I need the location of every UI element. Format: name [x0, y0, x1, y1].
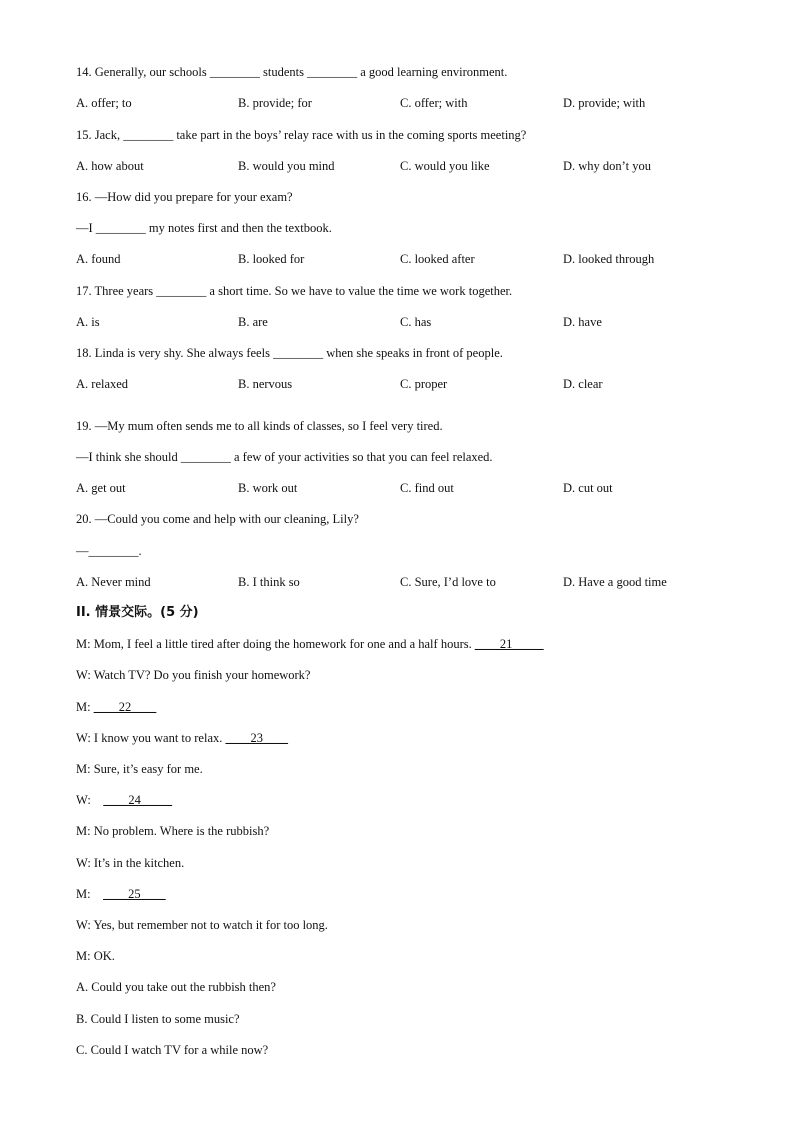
option: C. proper — [400, 377, 448, 391]
question-19-response: —I think she should ________ a few of your activities so that you can feel relaxed. — [76, 450, 493, 464]
option: D. looked through — [563, 252, 655, 266]
option: A. found — [76, 252, 121, 266]
option: A. is — [76, 315, 100, 329]
speaker-text: M: — [76, 700, 94, 714]
answer-blank: ____24_____ — [103, 793, 173, 807]
answer-choice: B. Could I listen to some music? — [76, 1012, 240, 1026]
dialogue-line — [76, 886, 166, 902]
option: A. Never mind — [76, 575, 151, 589]
speaker-text: W: — [76, 793, 104, 807]
question-20-options — [76, 574, 726, 590]
option: C. Sure, I’d love to — [400, 575, 496, 589]
option: B. looked for — [238, 252, 305, 266]
speaker-text: W: Watch TV? Do you finish your homework? — [76, 668, 311, 682]
answer-choice: A. Could you take out the rubbish then? — [76, 980, 276, 994]
question-14-options — [76, 95, 726, 111]
question-16-response: —I ________ my notes first and then the textbook. — [76, 221, 332, 235]
speaker-text: M: OK. — [76, 949, 115, 963]
option: A. get out — [76, 481, 126, 495]
option: A. how about — [76, 159, 144, 173]
answer-blank: ____21_____ — [474, 637, 544, 651]
speaker-text: M: No problem. Where is the rubbish? — [76, 824, 270, 838]
dialogue-line — [76, 917, 328, 933]
option: B. would you mind — [238, 159, 335, 173]
question-18-options — [76, 376, 726, 392]
question-20-stem: 20. —Could you come and help with our cleaning, Lily? — [76, 512, 359, 526]
answer-choice: C. Could I watch TV for a while now? — [76, 1043, 269, 1057]
option: C. offer; with — [400, 96, 468, 110]
question-20-response: —________. — [76, 544, 142, 558]
question-16-options — [76, 251, 726, 267]
option: B. I think so — [238, 575, 300, 589]
option: D. cut out — [563, 481, 613, 495]
speaker-text: M: Mom, I feel a little tired after doing the homework for one and a half hours. — [76, 637, 475, 651]
option: D. clear — [563, 377, 603, 391]
option: B. provide; for — [238, 96, 312, 110]
option: C. find out — [400, 481, 454, 495]
speaker-text: M: Sure, it’s easy for me. — [76, 762, 203, 776]
question-14-stem: 14. Generally, our schools ________ students ________ a good learning environment. — [76, 65, 508, 79]
option: B. nervous — [238, 377, 293, 391]
dialogue-line — [76, 823, 269, 839]
dialogue-line — [76, 730, 288, 746]
question-17-stem: 17. Three years ________ a short time. So we have to value the time we work together. — [76, 284, 513, 298]
option: A. offer; to — [76, 96, 132, 110]
option: D. Have a good time — [563, 575, 667, 589]
dialogue-line — [76, 792, 172, 808]
dialogue-line — [76, 855, 184, 871]
question-15-options — [76, 158, 726, 174]
option: C. looked after — [400, 252, 475, 266]
answer-blank: ____22____ — [93, 700, 157, 714]
speaker-text: W: It’s in the kitchen. — [76, 856, 185, 870]
dialogue-line — [76, 699, 156, 715]
question-19-stem: 19. —My mum often sends me to all kinds of classes, so I feel very tired. — [76, 419, 443, 433]
speaker-text: M: — [76, 887, 104, 901]
question-17-options — [76, 314, 726, 330]
option: C. has — [400, 315, 432, 329]
speaker-text: W: I know you want to relax. — [76, 731, 226, 745]
answer-blank: ____25____ — [103, 887, 166, 901]
question-18-stem: 18. Linda is very shy. She always feels ________ when she speaks in front of people. — [76, 346, 503, 360]
answer-blank: ____23____ — [225, 731, 288, 745]
option: A. relaxed — [76, 377, 129, 391]
question-16-stem: 16. —How did you prepare for your exam? — [76, 190, 293, 204]
dialogue-line — [76, 948, 115, 964]
dialogue-line — [76, 636, 544, 652]
option: D. have — [563, 315, 602, 329]
section-heading: II. 情景交际。(5 分) — [76, 605, 199, 620]
question-15-stem: 15. Jack, ________ take part in the boys’ relay race with us in the coming sports meeting? — [76, 128, 527, 142]
option: D. why don’t you — [563, 159, 651, 173]
dialogue-line — [76, 761, 203, 777]
dialogue-line — [76, 667, 310, 683]
option: D. provide; with — [563, 96, 646, 110]
option: C. would you like — [400, 159, 490, 173]
option: B. work out — [238, 481, 298, 495]
question-19-options — [76, 480, 726, 496]
option: B. are — [238, 315, 268, 329]
speaker-text: W: Yes, but remember not to watch it for too long. — [76, 918, 328, 932]
